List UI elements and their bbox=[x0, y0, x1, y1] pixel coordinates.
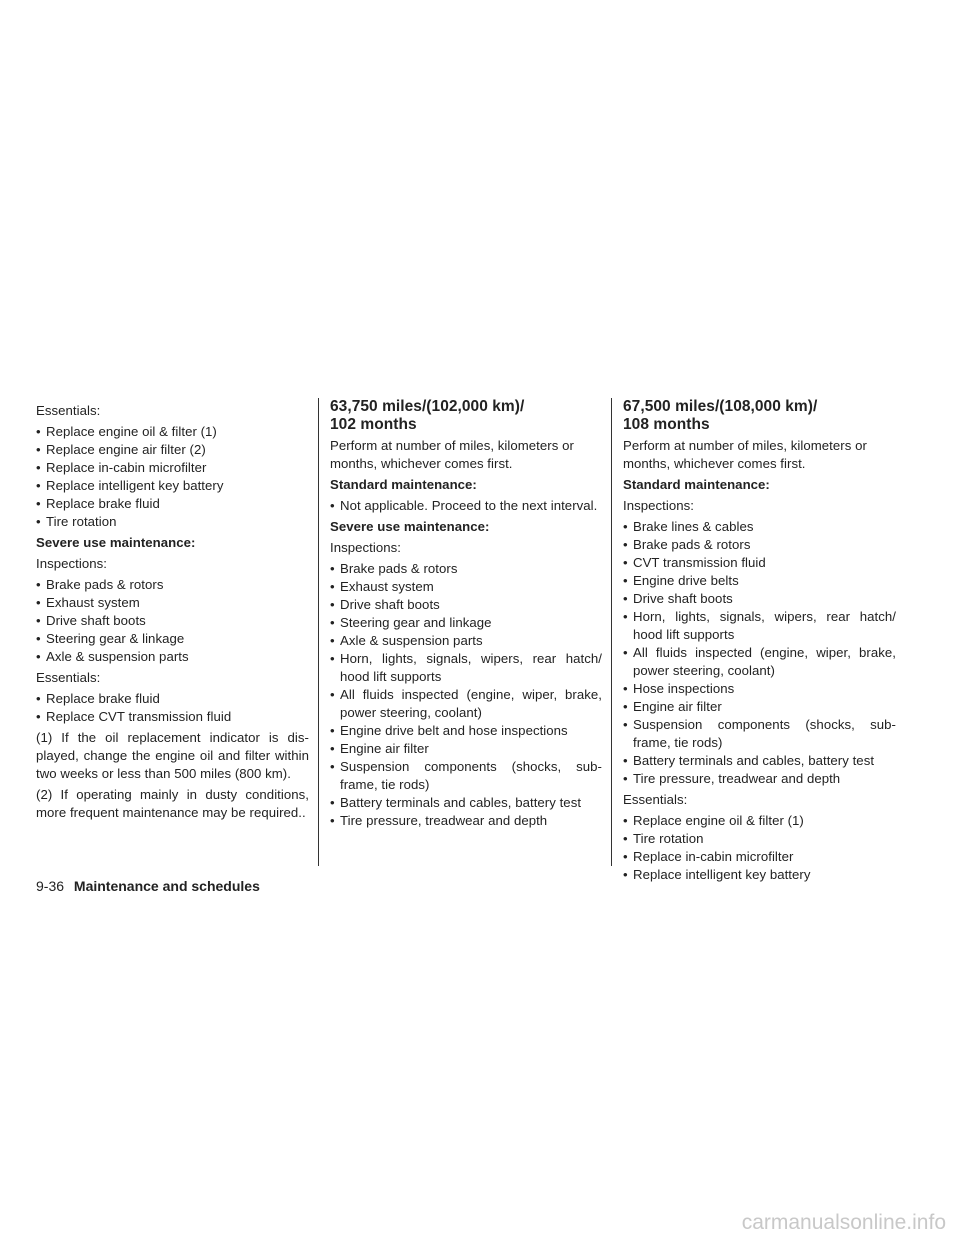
list-item: • Tire pressure, treadwear and depth bbox=[623, 770, 896, 788]
list-item: • Not applicable. Proceed to the next interval. bbox=[330, 497, 602, 515]
standard-list bbox=[330, 497, 602, 515]
watermark: carmanualsonline.info bbox=[741, 1211, 946, 1234]
interval-heading bbox=[623, 398, 896, 434]
list-item: • Brake pads & rotors bbox=[36, 576, 309, 594]
list-item: • Axle & suspension parts bbox=[330, 632, 602, 650]
list-item: • Replace in-cabin microfilter bbox=[623, 848, 896, 866]
section-title: Maintenance and schedules bbox=[73, 878, 260, 894]
list-item: • Replace brake fluid bbox=[36, 690, 309, 708]
essentials-label: Essentials: bbox=[623, 792, 688, 807]
list-item: • Horn, lights, signals, wipers, rear hatch/ hood lift supports bbox=[623, 608, 896, 644]
column-divider bbox=[318, 398, 319, 866]
list-item: • Steering gear & linkage bbox=[36, 630, 309, 648]
list-item: • All fluids inspected (engine, wiper, brake, power steering, coolant) bbox=[623, 644, 896, 680]
list-item: • Horn, lights, signals, wipers, rear hatch/ hood lift supports bbox=[330, 650, 602, 686]
list-item: • Exhaust system bbox=[330, 578, 602, 596]
list-item: • Engine drive belt and hose inspections bbox=[330, 722, 602, 740]
list-item: • Replace in-cabin microfilter bbox=[36, 459, 309, 477]
list-item: • Replace intelligent key battery bbox=[36, 477, 309, 495]
list-item: • Suspension components (shocks, sub-frame, tie rods) bbox=[623, 716, 896, 752]
column-middle bbox=[330, 398, 602, 833]
list-item: • All fluids inspected (engine, wiper, brake, power steering, coolant) bbox=[330, 686, 602, 722]
list-item: • Replace engine air filter (2) bbox=[36, 441, 309, 459]
footnote-oil-indicator: (1) If the oil replacement indicator is dis-played, change the engine oil and filter within two weeks or less than 500 miles (800 km). bbox=[36, 730, 309, 781]
inspections-label: Inspections: bbox=[330, 540, 401, 555]
inspections-list bbox=[36, 576, 309, 666]
inspections-list bbox=[623, 518, 896, 788]
list-item: • Replace CVT transmission fluid bbox=[36, 708, 309, 726]
footnote-dusty-conditions: (2) If operating mainly in dusty conditions, more frequent maintenance may be required.. bbox=[36, 787, 309, 820]
standard-maintenance-heading: Standard maintenance: bbox=[623, 477, 770, 492]
column-right bbox=[623, 398, 896, 887]
page-footer bbox=[36, 877, 260, 895]
list-item: • Engine drive belts bbox=[623, 572, 896, 590]
list-item: • Suspension components (shocks, sub-frame, tie rods) bbox=[330, 758, 602, 794]
essentials-list bbox=[36, 690, 309, 726]
interval-intro: Perform at number of miles, kilometers or months, whichever comes first. bbox=[330, 438, 574, 471]
list-item: • Exhaust system bbox=[36, 594, 309, 612]
interval-intro: Perform at number of miles, kilometers or months, whichever comes first. bbox=[623, 438, 867, 471]
page-number: 9-36 bbox=[36, 878, 65, 894]
list-item: • Engine air filter bbox=[623, 698, 896, 716]
list-item: • Drive shaft boots bbox=[623, 590, 896, 608]
inspections-label: Inspections: bbox=[36, 556, 107, 571]
list-item: • Replace intelligent key battery bbox=[623, 866, 896, 884]
essentials-label: Essentials: bbox=[36, 403, 101, 418]
list-item: • Drive shaft boots bbox=[330, 596, 602, 614]
list-item: • Tire rotation bbox=[36, 513, 309, 531]
list-item: • Replace engine oil & filter (1) bbox=[623, 812, 896, 830]
interval-heading bbox=[330, 398, 602, 434]
list-item: • Brake lines & cables bbox=[623, 518, 896, 536]
list-item: • Engine air filter bbox=[330, 740, 602, 758]
list-item: • Axle & suspension parts bbox=[36, 648, 309, 666]
column-left bbox=[36, 402, 309, 825]
interval-heading-line: 102 months bbox=[330, 416, 417, 433]
list-item: • Drive shaft boots bbox=[36, 612, 309, 630]
list-item: • Replace brake fluid bbox=[36, 495, 309, 513]
inspections-label: Inspections: bbox=[623, 498, 694, 513]
list-item: • CVT transmission fluid bbox=[623, 554, 896, 572]
list-item: • Steering gear and linkage bbox=[330, 614, 602, 632]
inspections-list bbox=[330, 560, 602, 830]
severe-use-heading: Severe use maintenance: bbox=[36, 535, 196, 550]
list-item: • Tire pressure, treadwear and depth bbox=[330, 812, 602, 830]
list-item: • Hose inspections bbox=[623, 680, 896, 698]
list-item: • Replace engine oil & filter (1) bbox=[36, 423, 309, 441]
essentials-list bbox=[623, 812, 896, 884]
column-divider bbox=[611, 398, 612, 866]
severe-use-heading: Severe use maintenance: bbox=[330, 519, 490, 534]
list-item: • Battery terminals and cables, battery test bbox=[623, 752, 896, 770]
interval-heading-line: 63,750 miles/(102,000 km)/ bbox=[330, 398, 525, 415]
interval-heading-line: 67,500 miles/(108,000 km)/ bbox=[623, 398, 818, 415]
list-item: • Brake pads & rotors bbox=[330, 560, 602, 578]
essentials-list bbox=[36, 423, 309, 531]
list-item: • Brake pads & rotors bbox=[623, 536, 896, 554]
list-item: • Battery terminals and cables, battery test bbox=[330, 794, 602, 812]
list-item: • Tire rotation bbox=[623, 830, 896, 848]
interval-heading-line: 108 months bbox=[623, 416, 710, 433]
standard-maintenance-heading: Standard maintenance: bbox=[330, 477, 477, 492]
essentials-label: Essentials: bbox=[36, 670, 101, 685]
